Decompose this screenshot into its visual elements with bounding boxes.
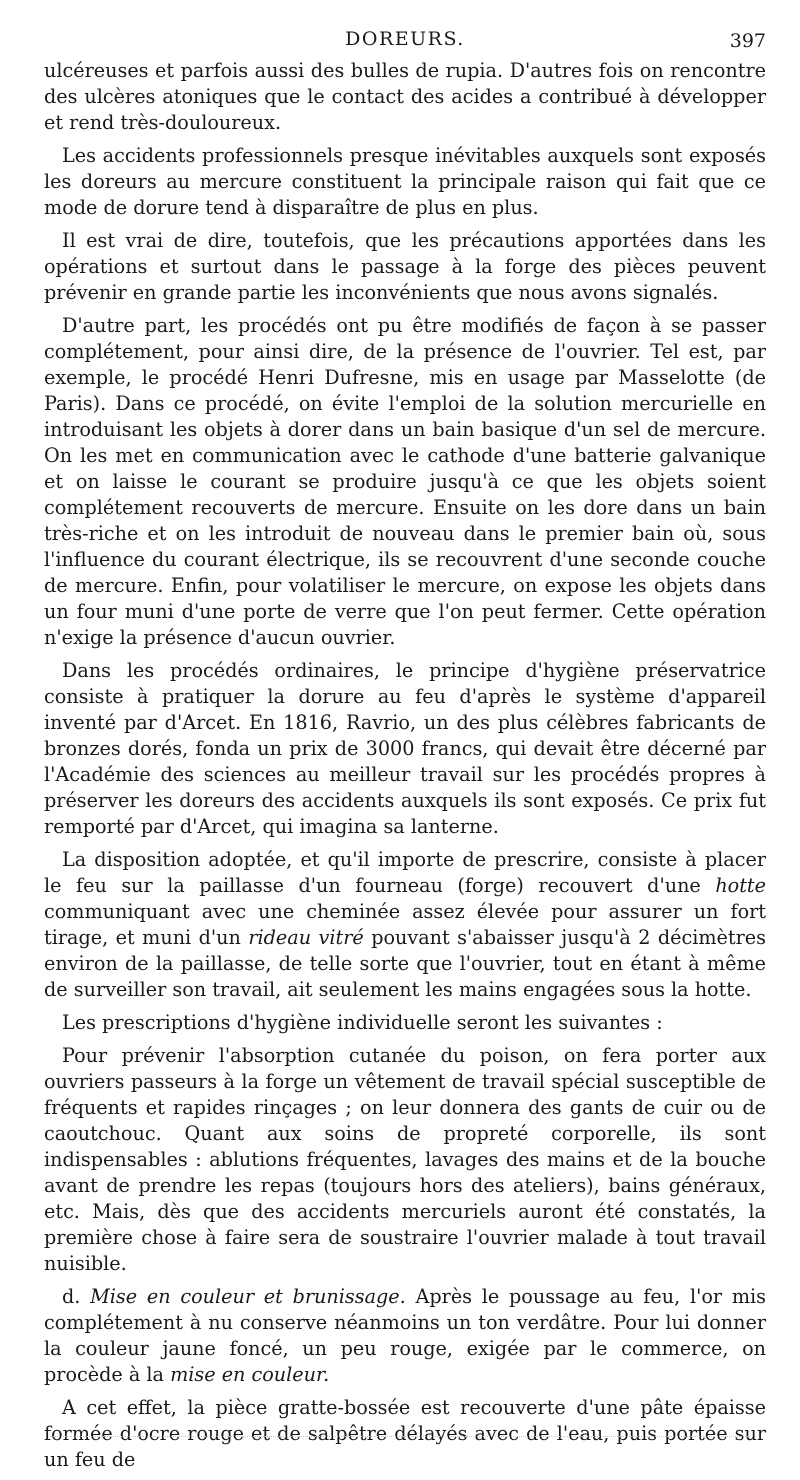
paragraph-absorption-prevention: Pour prévenir l'absorption cutanée du poison, on fera porter aux ouvriers passeurs à la forge un vêtement de travail spécial susceptible de fréquents et rapides rinçages ; on leur donnera des gants de cuir ou de caoutchouc. Quant aux soins de propreté corporelle, ils sont indispensables : ablutions fréquentes, lavages des mains et de la bouche avant de prendre les repas (toujours hors des ateliers), bains généraux, etc. Mais, dès que des accidents mercuriels auront été constatés, la première chose à faire sera de soustraire l'ouvrier malade à tout travail nuisible.: [44, 1044, 766, 1275]
footer-rule: [50, 1436, 750, 1437]
section-letter: d.: [62, 1285, 91, 1308]
section-heading: Mise en couleur et brunissage.: [90, 1285, 406, 1308]
page: [44, 28, 766, 1480]
paragraph-text-segment: Après le poussage au feu, l'or mis complétement à nu conserve néanmoins un ton verdâtre. Pour lui donner la couleur jaune foncé, un peu rouge, exigée par le commerce, on procède à la: [44, 1285, 767, 1386]
paragraph-professional-accidents: Les accidents professionnels presque inévitables auxquels sont exposés les doreurs au mercure constituent la principale raison qui fait que ce mode de dorure tend à disparaître de plus en plus.: [44, 144, 766, 219]
paragraph-individual-hygiene: Les prescriptions d'hygiène individuelle seront les suivantes :: [62, 1011, 663, 1034]
italic-term-hotte: hotte: [715, 874, 766, 897]
page-number: 397: [729, 30, 766, 52]
italic-term-rideau-vitre: rideau vitré: [248, 926, 364, 949]
paragraph-darcet-lantern: Dans les procédés ordinaires, le principe d'hygiène préservatrice consiste à pratiquer la dorure au feu d'après le système d'appareil inventé par d'Arcet. En 1816, Ravrio, un des plus célèbres fabricants de bronzes dorés, fonda un prix de 3000 francs, qui devait être décerné par l'Académie des sciences au meilleur travail sur les procédés propres à préserver les doreurs des accidents auxquels ils sont exposés. Ce prix fut remporté par d'Arcet, qui imagina sa lanterne.: [44, 659, 766, 838]
paragraph-mise-en-couleur: [44, 1284, 766, 1388]
paragraph-text-segment: La disposition adoptée, et qu'il importe de prescrire, consiste à placer le feu sur la paillasse d'un fourneau (forge) recouvert d'une: [44, 848, 766, 897]
paragraph-text-segment: communiquant avec une cheminée assez élevée pour assurer un fort tirage, et muni d'un: [44, 900, 766, 949]
running-head: DOREURS.: [345, 28, 465, 50]
paragraph-precautions: Il est vrai de dire, toutefois, que les précautions apportées dans les opérations et surtout dans le passage à la forge des pièces peuvent prévenir en grande partie les inconvénients que nous avons signalés.: [44, 229, 766, 304]
italic-term-mise-en-couleur: mise en couleur.: [170, 1363, 330, 1386]
paragraph-text-segment: pouvant s'abaisser jusqu'à 2 décimètres environ de la paillasse, de telle sorte que l'ouvrier, tout en étant à même de surveiller son travail, ait seulement les mains engagées sous la hotte.: [44, 926, 766, 1001]
body-text: [44, 58, 766, 1473]
paragraph-dufresne-process: D'autre part, les procédés ont pu être modifiés de façon à se passer complétement, pour ainsi dire, de la présence de l'ouvrier. Tel est, par exemple, le procédé Henri Dufresne, mis en usage par Masselotte (de Paris). Dans ce procédé, on évite l'emploi de la solution mercurielle en introduisant les objets à dorer dans un bain basique d'un sel de mercure. On les met en communication avec le cathode d'une batterie galvanique et on laisse le courant se produire jusqu'à ce que les objets soient complétement recouverts de mercure. Ensuite on les dore dans un bain très-riche et on les introduit de nouveau dans le premier bain où, sous l'influence du courant électrique, ils se recouvrent d'une seconde couche de mercure. Enfin, pour volatiliser le mercure, on expose les objets dans un four muni d'une porte de verre que l'on peut fermer. Cette opération n'exige la présence d'aucun ouvrier.: [44, 314, 766, 649]
paragraph-ulcers: ulcéreuses et parfois aussi des bulles de rupia. D'autres fois on rencontre des ulcères atoniques que le contact des acides a contribué à développer et rend très-douloureux.: [44, 59, 766, 134]
paragraph-hood-disposition: [44, 847, 766, 1003]
page-header: [44, 28, 766, 58]
paragraph-ochre-paste: A cet effet, la pièce gratte-bossée est recouverte d'une pâte épaisse formée d'ocre rouge et de salpêtre délayés avec de l'eau, puis portée sur un feu de: [44, 1396, 766, 1471]
